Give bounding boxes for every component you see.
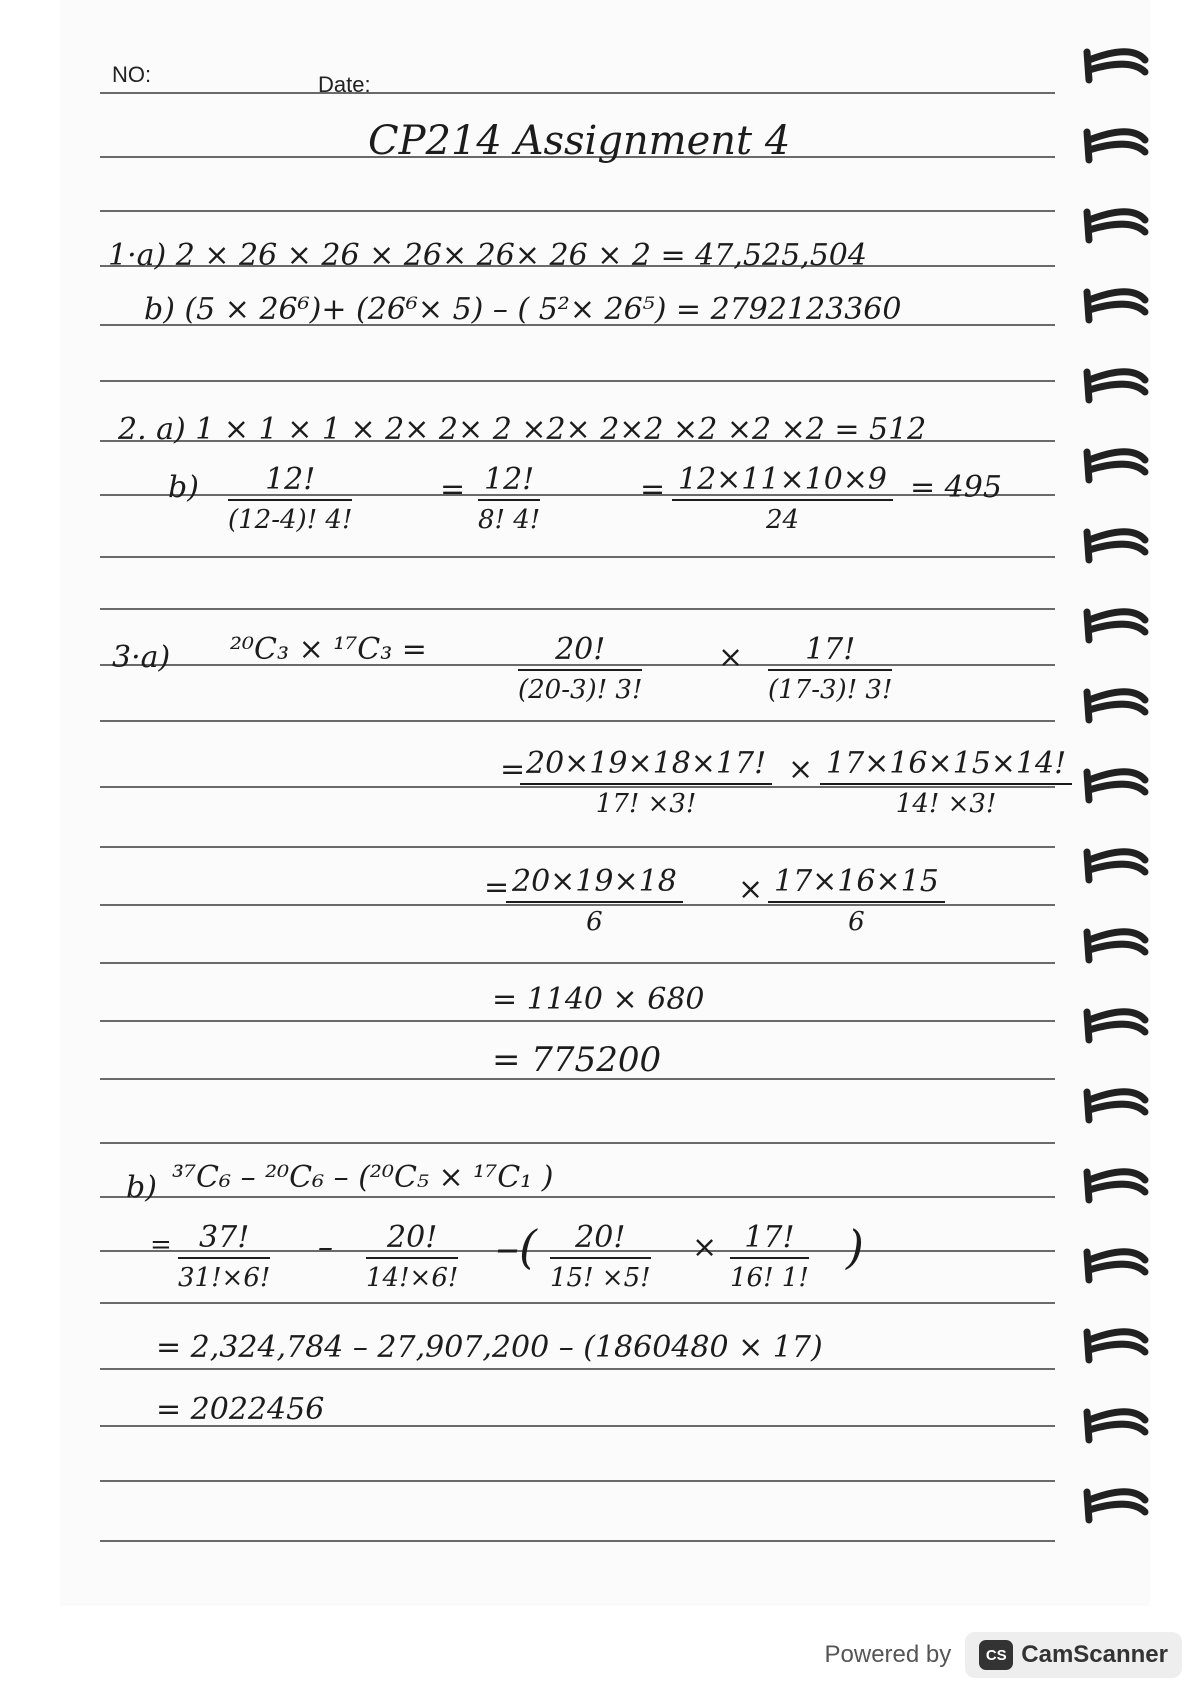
q2-a: 2. a) 1 × 1 × 1 × 2× 2× 2 ×2× 2×2 ×2 ×2 ×2 = 512 (118, 412, 927, 447)
ruled-line (100, 1302, 1055, 1304)
spiral-binding (1075, 40, 1155, 1570)
ruled-line (100, 608, 1055, 610)
q3b-fraction-4: $\frac{17!}{16! 1!}$ (730, 1220, 809, 1293)
ruled-line (100, 210, 1055, 212)
q3a-times: × (718, 640, 744, 675)
ruled-line (100, 1196, 1055, 1198)
q3a-step4: = 1140 × 680 (492, 982, 705, 1017)
ruled-line (100, 846, 1055, 848)
q3a-expression: ²⁰C₃ × ¹⁷C₃ = (230, 632, 427, 667)
q3a-step3-fraction-2: $\frac{17\times 16\times 15}{6}$ (768, 864, 945, 937)
q2-equals-2: = (640, 472, 666, 507)
page-title: CP214 Assignment 4 (368, 118, 791, 164)
q2-equals: = (440, 472, 466, 507)
camscanner-badge (965, 1632, 1182, 1678)
q3a-fraction-2: $\frac{17!}{(17-3)! 3!}$ (768, 632, 893, 705)
q1-b: b) (5 × 26⁶)+ (26⁶× 5) – ( 5²× 26⁵) = 2792123360 (144, 292, 902, 327)
ruled-line (100, 1020, 1055, 1022)
q3b-label: b) (126, 1170, 157, 1205)
ruled-line (100, 1540, 1055, 1542)
ruled-line (100, 556, 1055, 558)
q3a-step2-fraction-2: $\frac{17\times 16\times 15\times 14!}{14! \times 3!}$ (820, 746, 1072, 819)
q3b-result: = 2022456 (156, 1392, 325, 1427)
camscanner-logo-icon: CS (979, 1640, 1013, 1670)
ruled-line (100, 720, 1055, 722)
q1-a: 1·a) 2 × 26 × 26 × 26× 26× 26 × 2 = 47,525,504 (108, 238, 867, 273)
no-label: NO: (112, 62, 152, 87)
q3a-step3-equals: = (484, 870, 510, 905)
q3a-step3-fraction-1: $\frac{20\times 19\times 18}{6}$ (506, 864, 683, 937)
powered-by-text: Powered by (824, 1641, 952, 1668)
q2-fraction-3: $\frac{12\times 11\times 10\times 9}{24}$ (672, 462, 893, 535)
q2-result: = 495 (910, 470, 1002, 505)
q3a-label: 3·a) (112, 640, 171, 675)
ruled-line (100, 1368, 1055, 1370)
q3b-fraction-3: $\frac{20!}{15! \times 5!}$ (550, 1220, 651, 1293)
ruled-line (100, 1480, 1055, 1482)
date-label: Date: (318, 72, 371, 97)
q3a-step2-equals: = (500, 752, 526, 787)
q3b-fraction-1: $\frac{37!}{31!\times 6!}$ (178, 1220, 271, 1293)
q3b-step3: = 2,324,784 – 27,907,200 – (1860480 × 17) (156, 1330, 823, 1365)
q2-fraction-1: $\frac{12!}{(12-4)! 4!}$ (228, 462, 353, 535)
q3b-equals: = (150, 1230, 172, 1260)
q3a-step3-times: × (738, 872, 764, 907)
camscanner-footer (825, 1632, 1182, 1678)
q2-b-label: b) (168, 470, 199, 505)
q3a-result: = 775200 (492, 1040, 662, 1080)
ruled-line (100, 1142, 1055, 1144)
q3b-expression: ³⁷C₆ – ²⁰C₆ – (²⁰C₅ × ¹⁷C₁ ) (172, 1160, 554, 1195)
q3b-times: × (692, 1230, 718, 1265)
ruled-line (100, 380, 1055, 382)
q3a-step2-times: × (788, 752, 814, 787)
q3b-minus: – (318, 1230, 333, 1265)
camscanner-brand: CamScanner (1021, 1641, 1168, 1668)
ruled-line (100, 962, 1055, 964)
q3a-step2-fraction-1: $\frac{20\times 19\times 18\times 17!}{17! \times 3!}$ (520, 746, 772, 819)
ruled-line (100, 92, 1055, 94)
q3b-paren-open: –( (496, 1220, 537, 1274)
q3b-paren-close: ) (846, 1220, 864, 1274)
q3a-fraction-1: $\frac{20!}{(20-3)! 3!}$ (518, 632, 643, 705)
q2-fraction-2: $\frac{12!}{8! 4!}$ (478, 462, 541, 535)
q3b-fraction-2: $\frac{20!}{14!\times 6!}$ (366, 1220, 459, 1293)
